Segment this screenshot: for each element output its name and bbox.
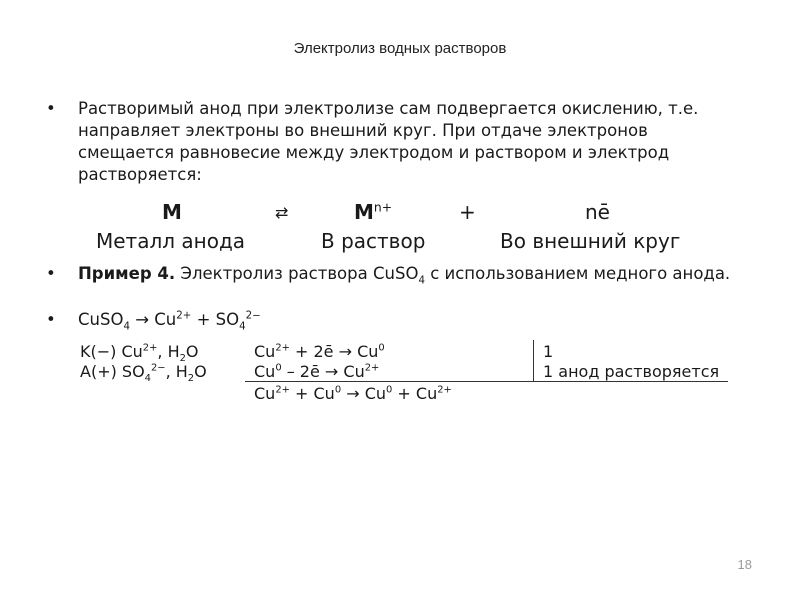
superscript: 2+ [142,342,158,354]
example-text: Электролиз раствора CuSO [175,264,419,283]
subscript: 4 [239,321,246,333]
equation-ion [354,200,392,224]
bullet-example [46,263,746,285]
formula-part: → Cu [341,384,387,403]
example-text-end: с использованием медного анода. [424,264,731,283]
label-external-circuit: Во внешний круг [500,229,681,253]
superscript: 2− [245,310,261,322]
bullet-text: Растворимый анод при электролизе сам подвергается окислению, т.е. направляет электроны во внешний круг. При отдаче электронов смещается равновесие между электродом и раствором и электрод растворяется: [78,99,699,184]
coefficient-anode: 1 анод растворяется [543,362,720,381]
subscript: 4 [418,275,425,287]
ion-charge: n+ [373,199,393,215]
cathode-cell [80,342,199,365]
formula-part: K(−) Cu [80,342,143,361]
overall-reaction [254,384,452,404]
equation-metal: M [162,200,182,224]
superscript: 2+ [275,342,290,354]
formula-part: – 2ē → Cu [281,362,365,381]
formula-part: , H [157,342,180,361]
formula-part: O [194,362,207,381]
anode-reaction [254,362,379,382]
bullet-marker: • [46,99,56,118]
superscript: 2+ [176,310,192,322]
bullet-soluble-anode [46,98,746,186]
formula-part: O [185,342,199,361]
formula-part: → Cu [129,310,177,329]
formula-part: + SO [191,310,240,329]
superscript: 0 [334,384,342,396]
formula-part: Cu [254,384,276,403]
formula-part: + Cu [392,384,438,403]
superscript: 0 [378,342,385,354]
ion-base: M [354,200,374,224]
formula-part: + 2ē → Cu [289,342,379,361]
equation-plus: + [459,200,476,224]
subscript: 2 [179,353,186,365]
page-number: 18 [737,557,752,572]
subscript: 4 [144,373,151,385]
subscript: 2 [187,373,195,385]
formula-part: , H [165,362,188,381]
bullet-marker: • [46,310,56,329]
table-horizontal-divider [245,381,728,382]
superscript: 2+ [437,384,452,396]
label-to-solution: В раствор [321,229,426,253]
formula-part: CuSO [78,310,124,329]
bullet-text [78,263,746,285]
dissociation-equation [78,309,746,331]
superscript: 2+ [275,384,290,396]
formula-part: Cu [254,342,276,361]
equilibrium-arrow-icon: ⇄ [275,203,289,222]
equation-labels-row [0,229,800,257]
superscript: 2− [150,362,166,374]
slide-title: Электролиз водных растворов [293,40,507,57]
formula-part: + Cu [289,384,335,403]
coefficient-cathode: 1 [543,342,554,361]
bullet-dissociation [46,309,746,331]
label-metal-anode: Металл анода [96,229,246,253]
superscript: 0 [386,384,393,396]
table-vertical-divider [533,340,534,382]
bullet-marker: • [46,264,56,283]
formula-part: A(+) SO [80,362,145,381]
superscript: 0 [275,362,282,374]
formula-part: Cu [254,362,276,381]
equation-electrons: nē [585,200,610,224]
subscript: 4 [123,321,130,333]
superscript: 2+ [364,362,380,374]
cathode-reaction [254,342,385,362]
example-label: Пример 4. [78,264,176,283]
equation-row [0,200,800,228]
anode-cell [80,362,207,385]
